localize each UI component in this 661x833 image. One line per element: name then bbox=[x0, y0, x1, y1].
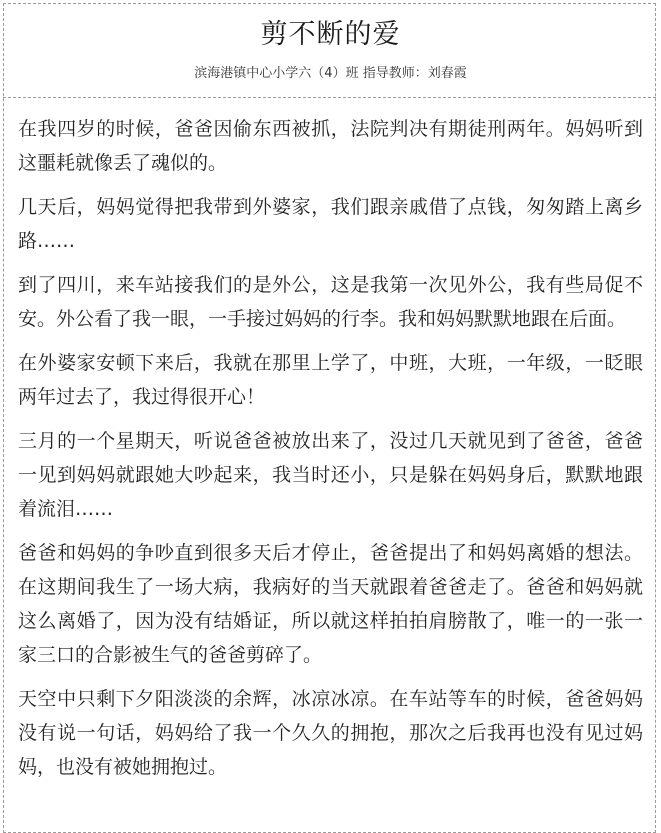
paragraph-2: 几天后，妈妈觉得把我带到外婆家，我们跟亲戚借了点钱，匆匆踏上离乡路…… bbox=[18, 196, 643, 252]
paragraph-5: 三月的一个星期天，听说爸爸被放出来了，没过几天就见到了爸爸，爸爸一见到妈妈就跟她大吵起来，我当时还小，只是躲在妈妈身后，默默地跟着流泪…… bbox=[18, 430, 643, 520]
article-body bbox=[18, 112, 643, 794]
paragraph-3: 到了四川，来车站接我们的是外公，这是我第一次见外公，我有些局促不安。外公看了我一眼，一手接过妈妈的行李。我和妈妈默默地跟在后面。 bbox=[18, 274, 643, 330]
header-divider bbox=[3, 97, 656, 98]
paragraph-6: 爸爸和妈妈的争吵直到很多天后才停止，爸爸提出了和妈妈离婚的想法。在这期间我生了一场大病，我病好的当天就跟着爸爸走了。爸爸和妈妈就这么离婚了，因为没有结婚证，所以就这样拍拍肩膀散了，唯一的一张一家三口的合影被生气的爸爸剪碎了。 bbox=[18, 542, 643, 666]
article-title: 剪不断的爱 bbox=[260, 19, 401, 50]
paragraph-1: 在我四岁的时候，爸爸因偷东西被抓，法院判决有期徒刑两年。妈妈听到这噩耗就像丢了魂似的。 bbox=[18, 118, 643, 174]
article-byline: 滨海港镇中心小学六（4）班 指导教师：刘春霞 bbox=[194, 66, 467, 81]
paragraph-4: 在外婆家安顿下来后，我就在那里上学了，中班，大班，一年级，一眨眼两年过去了，我过得很开心！ bbox=[18, 352, 643, 408]
paragraph-7: 天空中只剩下夕阳淡淡的余辉，冰凉冰凉。在车站等车的时候，爸爸妈妈没有说一句话，妈妈给了我一个久久的拥抱，那次之后我再也没有见过妈妈，也没有被她拥抱过。 bbox=[18, 688, 643, 778]
